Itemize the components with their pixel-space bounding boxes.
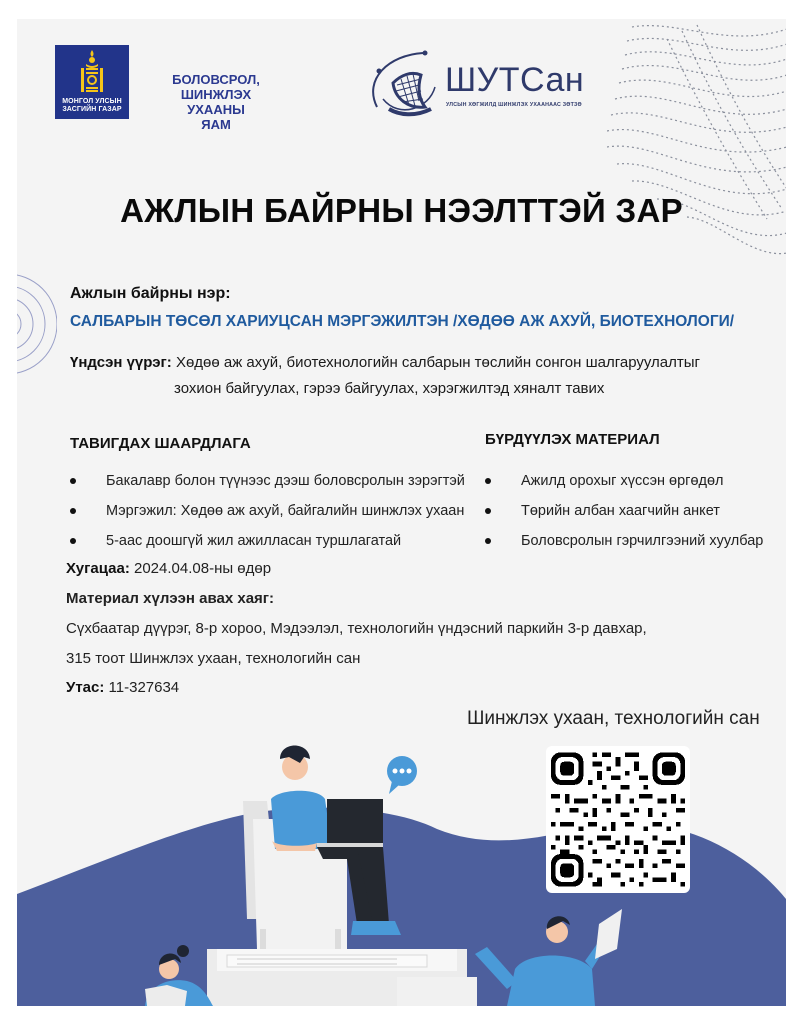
list-item: Төрийн албан хаагчийн анкет — [479, 496, 763, 526]
requirements-list — [64, 466, 465, 556]
duty-text-line2: зохион байгуулах, гэрээ байгуулах, хэрэгжилтэд хяналт тавих — [174, 380, 605, 397]
duty-label: Үндсэн үүрэг: — [70, 354, 172, 371]
address-line1: Сүхбаатар дүүрэг, 8-р хороо, Мэдээлэл, технологийн үндэсний паркийн 3-р давхар, — [66, 620, 647, 637]
qr-code-icon — [551, 751, 685, 888]
mongolian-government-logo — [55, 45, 129, 119]
fund-logo-name: ШУТСан — [445, 61, 585, 99]
materials-heading: БҮРДҮҮЛЭХ МАТЕРИАЛ — [485, 431, 660, 448]
address-label: Материал хүлээн авах хаяг: — [66, 590, 275, 607]
address-line2: 315 тоот Шинжлэх ухаан, технологийн сан — [66, 650, 361, 667]
requirements-heading: ТАВИГДАХ ШААРДЛАГА — [70, 435, 251, 452]
phone — [66, 679, 179, 696]
list-item: Бакалавр болон түүнээс дээш боловсролын зэрэгтэй — [64, 466, 465, 496]
ministry-name-line1: БОЛОВСРОЛ, — [172, 72, 260, 87]
fund-globe-logo-icon — [369, 49, 445, 121]
gov-logo-line1: МОНГОЛ УЛСЫН — [62, 98, 122, 105]
phone-label: Утас: — [66, 679, 105, 696]
deadline — [66, 560, 271, 577]
arc-decoration-icon — [17, 264, 57, 384]
ministry-name — [151, 72, 281, 132]
list-item: Ажилд орохыг хүссэн өргөдөл — [479, 466, 763, 496]
main-duty — [70, 350, 770, 402]
phone-value: 11-327634 — [108, 679, 180, 696]
job-name-label: Ажлын байрны нэр: — [70, 285, 231, 302]
duty-text-line1: Хөдөө аж ахуй, биотехнологийн салбарын төслийн сонгон шалгаруулалтыг — [175, 354, 701, 371]
fund-caption: Шинжлэх ухаан, технологийн сан — [467, 708, 760, 729]
gov-logo-line2: ЗАСГИЙН ГАЗАР — [62, 106, 122, 113]
list-item: Боловсролын гэрчилгээний хуулбар — [479, 526, 763, 556]
page-title: АЖЛЫН БАЙРНЫ НЭЭЛТТЭЙ ЗАР — [120, 192, 683, 229]
job-posting-poster — [17, 19, 786, 1006]
materials-list — [479, 466, 763, 556]
deadline-value: 2024.04.08-ны өдөр — [134, 560, 272, 577]
list-item: Мэргэжил: Хөдөө аж ахуй, байгалийн шинжлэх ухаан — [64, 496, 465, 526]
ministry-name-line2: ШИНЖЛЭХ УХААНЫ — [180, 87, 252, 117]
job-name: САЛБАРЫН ТӨСӨЛ ХАРИУЦСАН МЭРГЭЖИЛТЭН /ХӨДӨӨ АЖ АХУЙ, БИОТЕХНОЛОГИ/ — [70, 313, 735, 330]
soyombo-emblem-icon — [77, 49, 107, 97]
deadline-label: Хугацаа: — [66, 560, 130, 577]
fund-logo-subtitle: УЛСЫН ХӨГЖИЛД ШИНЖЛЭХ УХААНААС ЗӨТЗӨ — [446, 102, 582, 108]
qr-code[interactable] — [546, 746, 690, 893]
list-item: 5-аас доошгүй жил ажилласан туршлагатай — [64, 526, 465, 556]
ministry-name-line3: ЯАМ — [201, 117, 231, 132]
